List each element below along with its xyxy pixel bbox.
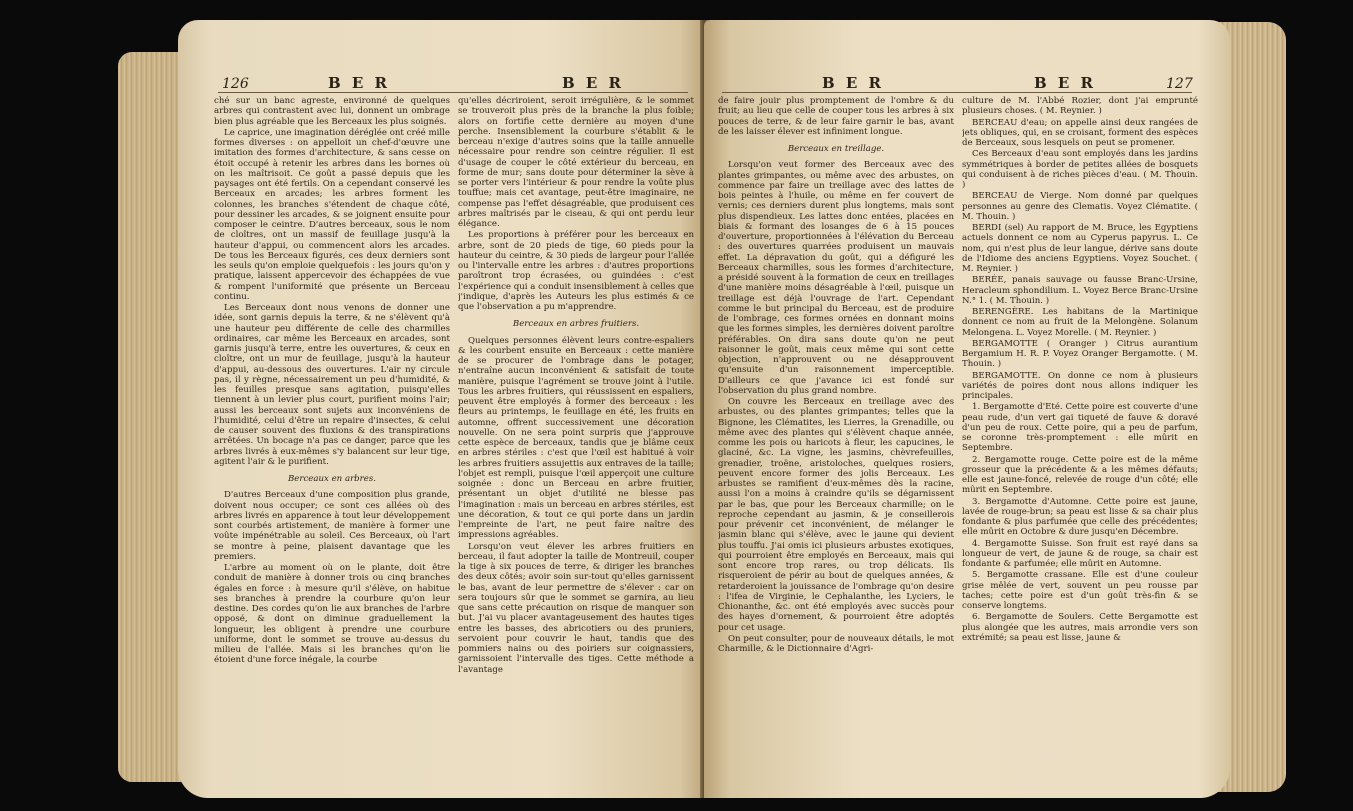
right-page [704, 20, 1230, 798]
dictionary-entry: 1. Bergamotte d'Eté. Cette poire est couverte d'une peau rude, d'un vert gai tiqueté de fauve & doravé d'un peu de roux. Cette poire, qui a peu de parfum, se coronne très-promptement : elle mûrit en Septembre. [962, 402, 1198, 454]
right-running-header-2: B E R [1034, 74, 1097, 92]
dictionary-entry: 2. Bergamotte rouge. Cette poire est de la même grosseur que la précédente & a les mêmes défauts; elle est jaune-foncé, relevée de rouge d'un côté; elle mûrit en Septembre. [962, 454, 1198, 496]
left-running-header-1: B E R [328, 74, 391, 92]
dictionary-entry: BERÉE, panais sauvage ou fausse Branc-Ursine, Heracleum sphondilium. L. Voyez Berce Branc-Ursine N.° 1. ( M. Thouin. ) [962, 275, 1198, 306]
paragraph: de faire jouir plus promptement de l'ombre & du fruit; au lieu que celle de couper tous les arbres à six pouces de terre, & de leur faire garnir le bas, avant de les laisser élever est infiniment longue. [718, 96, 954, 137]
dictionary-entry: BERCEAU de Vierge. Nom donné par quelques personnes au genre des Clematis. Voyez Clématite. ( M. Thouin. ) [962, 191, 1198, 222]
paragraph: ché sur un banc agreste, environné de quelques arbres qui contrastent avec lui, donnent un ombrage bien plus agréable que les Berceaux les plus soignés. [214, 96, 450, 127]
left-running-header-2: B E R [562, 74, 625, 92]
dictionary-entry: 3. Bergamotte d'Automne. Cette poire est jaune, lavée de rouge-brun; sa peau est lisse & sa chair plus fondante & plus parfumée que celle des précédentes; elle mûrit en Octobre & dure jusqu'en Décembre. [962, 496, 1198, 538]
paragraph: D'autres Berceaux d'une composition plus grande, doivent nous occuper; ce sont ces allées où des arbres livrés en apparence à tout leur développement sont courbés artistement, de manière à former une voûte impénétrable au soleil. Ces Berceaux, où l'art se montre à peine, plaisent davantage que les premiers. [214, 490, 450, 562]
section-heading: Berceaux en treillage. [787, 144, 885, 154]
paragraph: qu'elles décriroient, seroit irrégulière, & le sommet se trouveroit plus près de la branche la plus foible; alors on fortifie cette dernière au moyen d'une perche. Insensiblement la courbure s'établit & le berceau n'exige d'autres soins que la taille annuelle nécessaire pour rendre son ceintre régulier. Il est d'usage de couper le côté extérieur du berceau, en forme de mur; sans doute pour déterminer la sève à se porter vers l'intérieur & pour rendre la voûte plus touffue; mais cet avantage, peut-être imaginaire, ne compense pas l'effet désagréable, que produisent ces arbres maîtrisés par le ciseau, & qui ont perdu leur élégance. [458, 96, 694, 229]
dictionary-entry: BERGAMOTTE ( Oranger ) Citrus aurantium Bergamium H. R. P. Voyez Oranger Bergamotte. ( M. Thouin. ) [962, 338, 1198, 370]
section-heading: Berceaux en arbres. [287, 474, 377, 484]
paragraph: Les proportions à préférer pour les berceaux en arbre, sont de 20 pieds de tige, 60 pieds pour la hauteur du ceintre, & 30 pieds de largeur pour l'allée ou l'intervalle entre les arbres : d'autres proportions paroîtront trop écrasées, ou guindées : c'est l'expérience qui a conduit insensiblement à celles que j'indique, d'après les Auteurs les plus estimés & ce que l'observation a pu m'apprendre. [458, 230, 694, 312]
dictionary-entry: 6. Bergamotte de Soulers. Cette Bergamotte est plus alongée que les autres, mais arrondie vers son extrémité; sa peau est lisse, jaune & [962, 612, 1198, 643]
dictionary-entry: 4. Bergamotte Suisse. Son fruit est rayé dans sa longueur de vert, de jaune & de rouge, sa chair est fondante & parfumée; elle mûrit en Automne. [962, 538, 1198, 569]
dictionary-entry: BERENGÈRE. Les habitans de la Martinique donnent ce nom au fruit de la Melongène. Solanum Melongena. L. Voyez Morelle. ( M. Reynier. ) [962, 307, 1198, 338]
paragraph: On peut consulter, pour de nouveaux détails, le mot Charmille, & le Dictionnaire d'Agri- [718, 633, 954, 654]
right-column-2 [962, 96, 1198, 786]
left-column-1 [214, 96, 450, 786]
paragraph: Quelques personnes élèvent leurs contre-espaliers & les courbent ensuite en Berceaux : cette manière de se procurer de l'ombrage dans le potager, n'entraîne aucun inconvénient & satisfait de toute manière, puisque l'agrément se trouve joint à l'utile. Tous les arbres fruitiers, qui réussissent en espaliers, peuvent être employés à former des berceaux : les fleurs au printemps, le feuillage en été, les fruits en automne, offrent successivement une décoration nouvelle. On ne sera point surpris que j'approuve cette espèce de berceaux, tandis que je blâme ceux en arbres stériles : c'est que l'œil est habitué à voir les arbres fruitiers assujettis aux entraves de la taille; l'objet est rempli, puisque l'œil apperçoit une culture soignée : donc un Berceau en arbre fruitier, présentant un objet d'utilité ne blesse pas l'imagination : mais un berceau en arbres stériles, est une décoration, & tout ce qui porte dans un jardin l'empreinte de l'art, ne peut faire naître des impressions agréables. [458, 335, 694, 541]
right-column-1 [718, 96, 954, 786]
paragraph: Les Berceaux dont nous venons de donner une idée, sont garnis depuis la terre, & ne s'élèvent qu'à une hauteur peu différente de celle des charmilles ordinaires, car même les Berceaux en arcades, sont garnis jusqu'à terre, entre les ouvertures, & ceux en cloître, ont un mur de feuillage, jusqu'à la hauteur d'appui, au-dessous des ouvertures. L'air ny circule pas, il y règne, nécessairement un peu d'humidité, & les feuilles presque sans agitation, puisqu'elles tiennent à un levier plus court, purifient moins l'air; aussi les berceaux sont sujets aux inconvéniens de l'humidité, celui d'être un repaire d'insectes, & celui de causer souvent des fluxions & des transpirations arrêtées. Un bocage n'a pas ce danger, parce que les arbres livrés à eux-mêmes s'y balancent sur leur tige, agitent l'air & le purifient. [214, 303, 450, 467]
dictionary-entry: BERDI (sel) Au rapport de M. Bruce, les Egyptiens actuels donnent ce nom au Cyperus papyrus. L. Ce nom, qui n'est plus de leur langue, dérive sans doute de l'Idiome des anciens Egyptiens. Voyez Souchet. ( M. Reynier. ) [962, 223, 1198, 274]
left-header-rule [218, 92, 688, 93]
open-book [118, 12, 1286, 804]
right-header-rule [722, 92, 1192, 93]
left-column-2 [458, 96, 694, 786]
paragraph: culture de M. l'Abbé Rozier, dont j'ai emprunté plusieurs choses. ( M. Reynier. ) [962, 96, 1198, 117]
left-page-number: 126 [222, 76, 249, 92]
paragraph: Le caprice, une imagination déréglée ont créé mille formes diverses : on appelloit un chef-d'œuvre une imitation des formes d'architecture, & sans cesse on étoit occupé à retenir les arbres dans les bornes où on les maîtrisoit. Ce goût a passé depuis que les paysages ont été fertils. On a cependant conservé les Berceaux en arcades; les arbres forment les colonnes, les branches s'étendent de chaque côté, pour dessiner les arcades, & se joignent ensuite pour composer le ceintre. D'autres berceaux, sous le nom de cloîtres, ont un massif de feuillage jusqu'à la hauteur d'appui, ou commencent alors les arcades. De tous les Berceaux figurés, ces deux derniers sont les seuls qu'on emploie quelquefois : les jours qu'on y pratique, laissent appercevoir des échappées de vue & rompent l'uniformité que présente un Berceau continu. [214, 127, 450, 302]
dictionary-entry: 5. Bergamotte crassane. Elle est d'une couleur grise mêlée de vert, souvent un peu rousse par taches; cette poire est d'un goût très-fin & se conserve longtems. [962, 570, 1198, 611]
left-page-edges [118, 52, 182, 782]
right-running-header-1: B E R [822, 74, 885, 92]
paragraph: On couvre les Berceaux en treillage avec des arbustes, ou des plantes grimpantes; telles que la Bignone, les Clématites, les Lierres, la Grenadille, ou même avec des plantes qui s'élèvent chaque année, comme les pois ou haricots à fleur, les capucines, le glaciné, &c. La vigne, les jasmins, chèvrefeuilles, grenadier, troëne, aristoloches, quelques rosiers, peuvent encore former des jolis Berceaux. Les arbustes se ramifient d'eux-mêmes dès la racine, aussi l'on a moins à craindre qu'ils se dégarnissent par le bas, que pour les Berceaux charmille; on le reproche cependant au jasmin, & je conseillerois pour prévenir cet inconvénient, de mélanger le jasmin blanc qui s'élève, avec le jaune qui devient plus touffu. J'ai omis ici plusieurs arbustes exotiques, qui pourroient être employés en Berceaux, mais qui sont encore trop rares, ou trop délicats. Ils risqueroient de périr au bout de quelques années, & retarderoient la jouissance de l'ombrage qu'on desire : l'ifea de Virginie, le Cephalanthe, les Lyciers, le Chionanthe, &c. ont été employés avec succès pour des hayes d'ornement, & pourroient être adoptés pour cet usage. [718, 397, 954, 633]
dictionary-entry: BERCEAU d'eau; on appelle ainsi deux rangées de jets obliques, qui, en se croisant, forment des espèces de Berceaux, sous lesquels on peut se promener. [962, 117, 1198, 148]
dictionary-entry: BERGAMOTTE. On donne ce nom à plusieurs variétés de poires dont nous allons indiquer les principales. [962, 370, 1198, 401]
paragraph: Lorsqu'on veut élever les arbres fruitiers en berceau, il faut adopter la taille de Montreuil, couper la tige à six pouces de terre, & diriger les branches des deux côtés; avoir soin sur-tout qu'elles garnissent le bas, avant de leur permettre de s'élever : car on sera toujours sûr que le sommet se garnira, au lieu que sans cette précaution on risque de manquer son but. J'ai vu placer avantageusement des hautes tiges entre les basses, des abricotiers ou des pruniers, servoient pour couvrir le haut, tandis que des pommiers nains ou des poiriers sur coignassiers, garnissoient l'intervalle des tiges. Cette méthode a l'avantage [458, 541, 694, 675]
section-heading: Berceaux en arbres fruitiers. [512, 319, 640, 330]
paragraph: L'arbre au moment où on le plante, doit être conduit de manière à donner trois ou cinq branches égales en force : à mesure qu'il s'élève, on habitue ses branches à prendre la courbure qu'on leur destine. Des cordes qu'on lie aux branches de l'arbre opposé, & dont on diminue graduellement la longueur, les obligent à prendre une courbure uniforme, dont le sommet se trouve au-dessus du milieu de l'allée. Mais si les branches qu'on lie étoient d'une force inégale, la courbe [214, 563, 450, 666]
left-page [178, 20, 706, 798]
paragraph: Lorsqu'on veut former des Berceaux avec des plantes grimpantes, ou même avec des arbustes, on commence par faire un treillage avec des lattes de bois peintes à l'huile, ou même en fer couvert de vernis; ces derniers durent plus longtems, mais sont plus dispendieux. Les lattes donc entées, placées en biais & formant des losanges de 6 à 15 pouces d'ouverture, proportionnées à l'élévation du Berceau : des ouvertures quarrées produisent un mauvais effet. La dépravation du goût, qui a défiguré les Berceaux charmilles, sous les formes d'architecture, a présidé souvent à la formation de ceux en treillages d'une manière moins désagréable à l'œil, puisque un treillage est déjà l'ouvrage de l'art. Cependant comme le but principal du Berceau, est de produire de l'ombrage, ces formes ornées en donnant moins que les formes simples, les dernières doivent paroître préférables. On dira sans doute qu'on ne peut raisonner le goût, mais ceux même qui sont cette objection, n'approuvent ou ne désapprouvent qu'ensuite d'un raisonnement imperceptible. D'ailleurs ce que j'avance ici est fondé sur l'observation du plus grand nombre. [718, 160, 954, 396]
dictionary-entry: Ces Berceaux d'eau sont employés dans les jardins symmétriques à border de petites allées de bosquets qui conduisent à de riches pièces d'eau. ( M. Thouin. ) [962, 149, 1198, 190]
right-page-number: 127 [1166, 76, 1193, 92]
